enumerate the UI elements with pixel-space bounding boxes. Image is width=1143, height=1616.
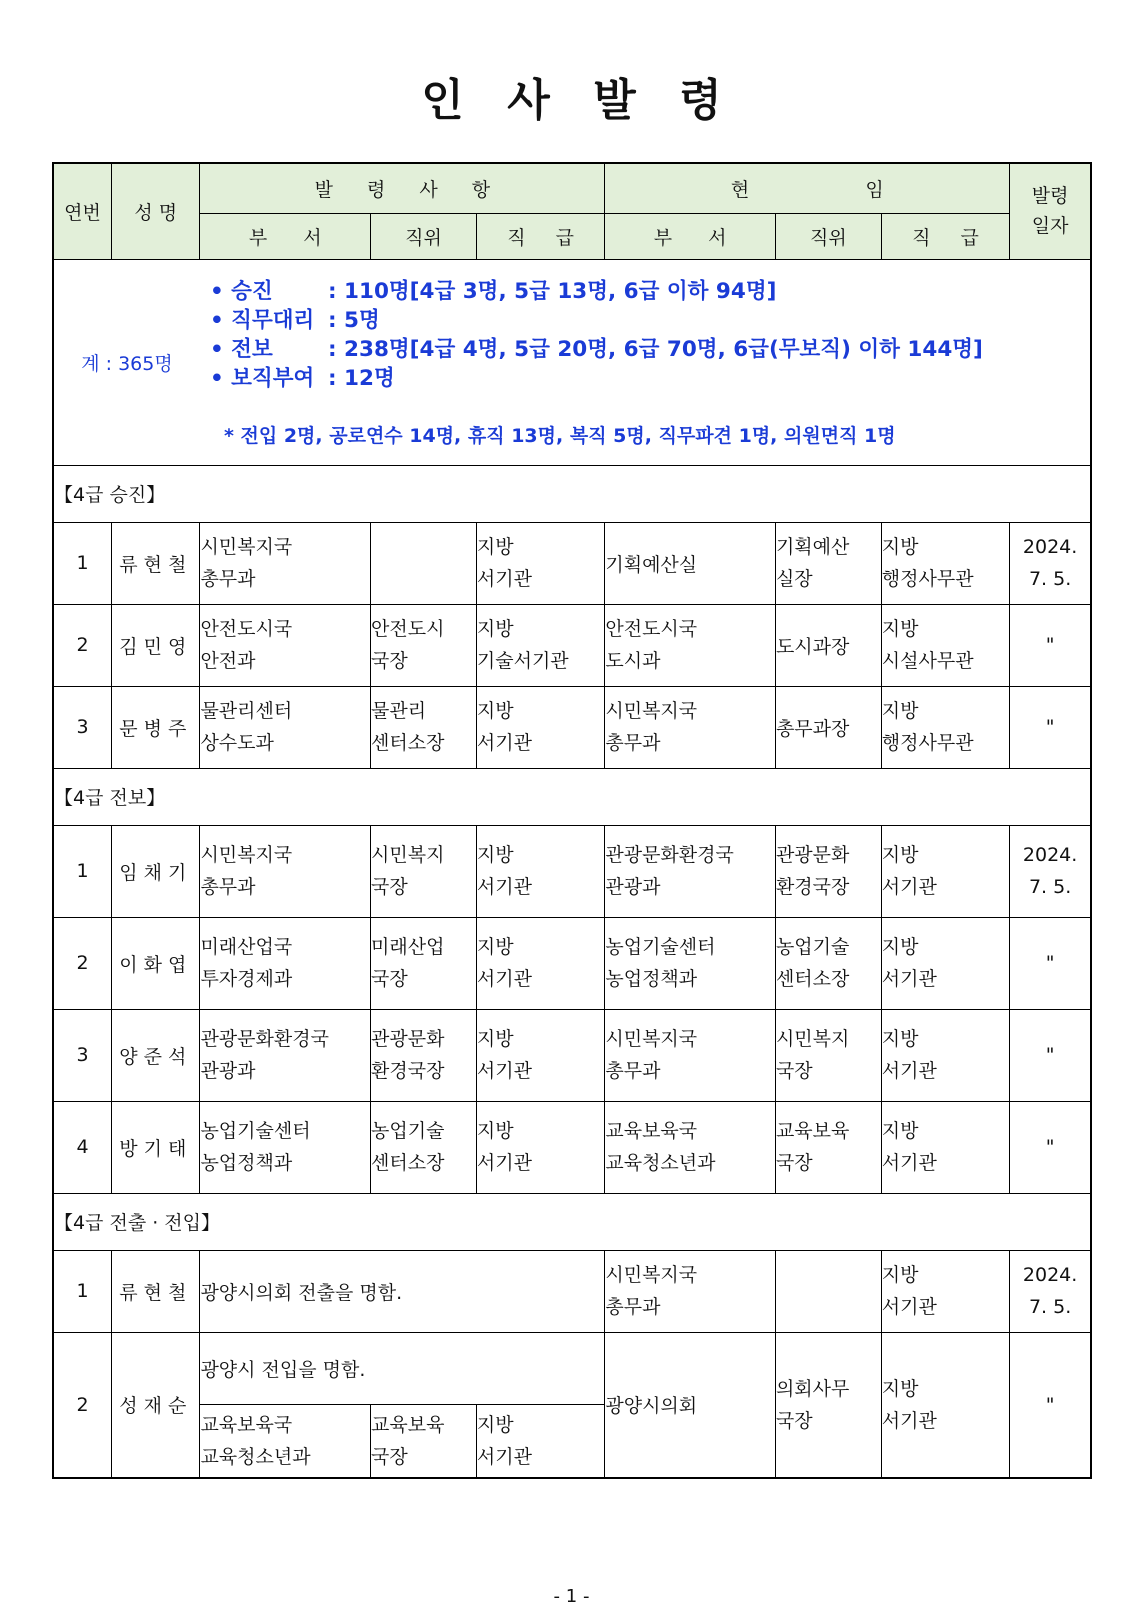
summary-key: • 보직부여 <box>209 365 315 391</box>
current-grade-line: 지방 <box>881 936 919 958</box>
order-date-line: 2024. <box>1022 844 1078 866</box>
current-dept-line: 시민복지국 <box>605 1028 698 1050</box>
new-grade-line: 서기관 <box>476 1060 532 1082</box>
header-date-line: 발령 <box>1031 185 1069 208</box>
person-name: 류현철 <box>112 1250 200 1332</box>
current-position <box>775 1250 881 1332</box>
new-dept-line: 농업기술센터 <box>200 1120 311 1142</box>
current-grade-line: 행정사무관 <box>881 568 974 590</box>
current-grade-line: 서기관 <box>881 1152 937 1174</box>
new-position-line: 국장 <box>371 876 408 898</box>
row-number: 1 <box>53 825 112 917</box>
summary-value: : 110명[4급 3명, 5급 13명, 6급 이하 94명] <box>327 278 777 304</box>
new-dept <box>200 686 371 768</box>
new-position <box>371 1101 477 1193</box>
new-dept-line: 미래산업국 <box>200 936 293 958</box>
current-position <box>775 825 881 917</box>
order-date-line: 2024. <box>1022 1264 1078 1286</box>
row-number: 2 <box>53 917 112 1009</box>
table-row <box>53 825 1091 917</box>
new-position <box>371 825 477 917</box>
current-position <box>775 1332 881 1478</box>
new-dept-line: 시민복지국 <box>200 536 293 558</box>
new-dept <box>200 1404 371 1478</box>
title-char: 인 <box>421 75 464 126</box>
section-title: 【4급 전보】 <box>53 768 1091 825</box>
order-date <box>1010 1009 1091 1101</box>
order-date-line: " <box>1045 634 1055 656</box>
current-position-line: 센터소장 <box>775 968 850 990</box>
new-dept-line: 물관리센터 <box>200 700 293 722</box>
current-position-line: 의회사무 <box>775 1377 850 1400</box>
new-position <box>371 604 477 686</box>
order-text: 광양시의회 전출을 명함. <box>200 1250 605 1332</box>
current-grade-line: 지방 <box>881 536 919 558</box>
new-dept <box>200 522 371 604</box>
new-grade-line: 서기관 <box>476 568 532 590</box>
current-grade-line: 지방 <box>881 1264 919 1286</box>
current-grade <box>881 917 1009 1009</box>
new-grade <box>476 1009 604 1101</box>
order-date <box>1010 604 1091 686</box>
current-position-line: 기획예산 <box>775 536 850 558</box>
summary-value: : 5명 <box>327 307 380 333</box>
summary-total: 계 : 365명 <box>53 259 200 465</box>
new-grade-line: 지방 <box>476 700 514 722</box>
current-dept <box>605 1009 776 1101</box>
new-position <box>371 686 477 768</box>
summary-note: * 전입 2명, 공로연수 14명, 휴직 13명, 복직 5명, 직무파견 1명, 의원면직 1명 <box>223 424 896 447</box>
row-number: 3 <box>53 1009 112 1101</box>
current-position-line: 농업기술 <box>775 936 850 958</box>
new-dept <box>200 1009 371 1101</box>
current-grade <box>881 1009 1009 1101</box>
current-dept-line: 농업정책과 <box>605 968 698 990</box>
new-dept-line: 관광문화환경국 <box>200 1028 329 1050</box>
current-dept-line: 총무과 <box>605 1060 661 1082</box>
current-dept-line: 시민복지국 <box>605 1264 698 1286</box>
current-position: 도시과장 <box>775 604 881 686</box>
current-grade-line: 서기관 <box>881 1409 937 1432</box>
current-position-line: 환경국장 <box>775 876 850 898</box>
header-cur-dept: 부 서 <box>605 213 776 259</box>
title-char: 령 <box>679 75 722 126</box>
current-grade-line: 지방 <box>881 844 919 866</box>
summary-line <box>200 335 1090 364</box>
summary-value: : 12명 <box>327 365 395 391</box>
table-row <box>53 1332 1091 1404</box>
new-grade-line: 지방 <box>476 844 514 866</box>
new-grade-line: 지방 <box>476 1028 514 1050</box>
new-position-line: 국장 <box>371 650 408 672</box>
summary-line <box>200 306 1090 335</box>
new-position-line: 관광문화 <box>371 1028 445 1050</box>
current-grade <box>881 1332 1009 1478</box>
new-dept <box>200 917 371 1009</box>
page-number: - 1 - <box>553 1586 590 1607</box>
current-position-line: 관광문화 <box>775 844 850 866</box>
order-date-line: 7. 5. <box>1028 1296 1072 1318</box>
table-row <box>53 1009 1091 1101</box>
header-new-grade: 직 급 <box>476 213 604 259</box>
new-position-line: 안전도시 <box>371 618 445 640</box>
person-name: 양준석 <box>112 1009 200 1101</box>
new-grade-line: 서기관 <box>476 876 532 898</box>
current-grade-line: 서기관 <box>881 968 937 990</box>
new-grade-line: 서기관 <box>476 1445 532 1468</box>
current-dept-line: 총무과 <box>605 732 661 754</box>
order-date <box>1010 1101 1091 1193</box>
new-position-line: 국장 <box>371 1445 408 1468</box>
current-grade-line: 지방 <box>881 1120 919 1142</box>
table-row <box>53 686 1091 768</box>
person-name: 방기태 <box>112 1101 200 1193</box>
current-position <box>775 1101 881 1193</box>
new-grade-line: 서기관 <box>476 732 532 754</box>
new-grade-line: 서기관 <box>476 968 532 990</box>
new-position-line: 센터소장 <box>371 1152 445 1174</box>
new-dept-line: 관광과 <box>200 1060 256 1082</box>
new-grade <box>476 604 604 686</box>
row-number: 3 <box>53 686 112 768</box>
summary-value: : 238명[4급 4명, 5급 20명, 6급 70명, 6급(무보직) 이하 144명] <box>327 336 983 362</box>
current-dept: 광양시의회 <box>605 1332 776 1478</box>
new-position-line: 미래산업 <box>371 936 445 958</box>
new-grade-line: 지방 <box>476 1413 514 1436</box>
current-grade-line: 지방 <box>881 1028 919 1050</box>
row-number: 2 <box>53 1332 112 1478</box>
current-grade <box>881 522 1009 604</box>
new-position-line: 센터소장 <box>371 732 445 754</box>
new-dept-line: 시민복지국 <box>200 844 293 866</box>
new-grade <box>476 522 604 604</box>
order-date-line: " <box>1045 716 1055 738</box>
order-date-line: " <box>1045 1136 1055 1158</box>
current-grade <box>881 1250 1009 1332</box>
new-dept <box>200 1101 371 1193</box>
row-number: 1 <box>53 1250 112 1332</box>
current-grade-line: 지방 <box>881 1377 919 1400</box>
order-date-line: 7. 5. <box>1028 568 1072 590</box>
new-position-line: 국장 <box>371 968 408 990</box>
header-new-dept: 부 서 <box>200 213 371 259</box>
new-dept-line: 상수도과 <box>200 732 274 754</box>
summary-key: • 승진 <box>209 278 273 304</box>
current-grade <box>881 825 1009 917</box>
new-dept <box>200 825 371 917</box>
new-dept-line: 총무과 <box>200 876 256 898</box>
current-grade <box>881 1101 1009 1193</box>
current-position-line: 교육보육 <box>775 1120 850 1142</box>
summary-details <box>200 259 1091 465</box>
header-cur-position: 직위 <box>775 213 881 259</box>
current-grade-line: 서기관 <box>881 1296 937 1318</box>
current-dept-line: 도시과 <box>605 650 661 672</box>
new-position-line: 농업기술 <box>371 1120 445 1142</box>
new-position-line: 환경국장 <box>371 1060 445 1082</box>
order-date <box>1010 522 1091 604</box>
header-name: 성 명 <box>112 163 200 259</box>
current-dept-line: 관광과 <box>605 876 661 898</box>
current-grade-line: 서기관 <box>881 876 937 898</box>
current-dept <box>605 604 776 686</box>
current-grade-line: 서기관 <box>881 1060 937 1082</box>
person-name: 이화엽 <box>112 917 200 1009</box>
current-position-line: 국장 <box>775 1409 813 1432</box>
order-date <box>1010 917 1091 1009</box>
current-position-line: 국장 <box>775 1060 813 1082</box>
title-char: 사 <box>507 75 550 126</box>
current-grade-line: 지방 <box>881 700 919 722</box>
current-position <box>775 522 881 604</box>
table-row <box>53 1101 1091 1193</box>
order-date-line: 7. 5. <box>1028 876 1072 898</box>
new-dept-line: 교육청소년과 <box>200 1445 311 1468</box>
current-dept <box>605 1250 776 1332</box>
person-name: 김민영 <box>112 604 200 686</box>
new-position-line: 교육보육 <box>371 1413 445 1436</box>
new-grade-line: 지방 <box>476 536 514 558</box>
order-date-line: " <box>1045 1044 1055 1066</box>
order-date-line: " <box>1045 952 1055 974</box>
table-row <box>53 1250 1091 1332</box>
new-position <box>371 1404 477 1478</box>
current-dept-line: 안전도시국 <box>605 618 698 640</box>
current-position <box>775 1009 881 1101</box>
new-grade <box>476 825 604 917</box>
row-number: 1 <box>53 522 112 604</box>
order-date <box>1010 825 1091 917</box>
new-grade-line: 서기관 <box>476 1152 532 1174</box>
current-dept-line: 교육청소년과 <box>605 1152 716 1174</box>
current-dept-line: 시민복지국 <box>605 700 698 722</box>
new-dept-line: 교육보육국 <box>200 1413 293 1436</box>
header-cur-grade: 직 급 <box>881 213 1009 259</box>
person-name: 성재순 <box>112 1332 200 1478</box>
page-title <box>0 64 1143 128</box>
new-grade <box>476 917 604 1009</box>
person-name: 류현철 <box>112 522 200 604</box>
current-grade-line: 시설사무관 <box>881 650 974 672</box>
new-position <box>371 917 477 1009</box>
current-grade-line: 지방 <box>881 618 919 640</box>
person-name: 문병주 <box>112 686 200 768</box>
header-date-line: 일자 <box>1031 215 1069 238</box>
current-dept: 기획예산실 <box>605 522 776 604</box>
current-grade <box>881 686 1009 768</box>
new-grade <box>476 1404 604 1478</box>
summary-row <box>53 259 1091 465</box>
summary-line <box>200 364 1090 393</box>
current-dept <box>605 917 776 1009</box>
new-dept-line: 농업정책과 <box>200 1152 293 1174</box>
current-grade-line: 행정사무관 <box>881 732 974 754</box>
order-text: 광양시 전입을 명함. <box>200 1332 605 1404</box>
section-title: 【4급 승진】 <box>53 465 1091 522</box>
current-position: 총무과장 <box>775 686 881 768</box>
summary-key: • 전보 <box>209 336 273 362</box>
new-position <box>371 1009 477 1101</box>
order-date <box>1010 686 1091 768</box>
order-date-line: 2024. <box>1022 536 1078 558</box>
current-position <box>775 917 881 1009</box>
new-position-line: 시민복지 <box>371 844 445 866</box>
order-date <box>1010 1332 1091 1478</box>
section-header-row <box>53 768 1091 825</box>
row-number: 4 <box>53 1101 112 1193</box>
summary-line <box>200 277 1090 306</box>
current-dept-line: 관광문화환경국 <box>605 844 734 866</box>
new-position <box>371 522 477 604</box>
new-position-line: 물관리 <box>371 700 427 722</box>
order-date <box>1010 1250 1091 1332</box>
current-position-line: 국장 <box>775 1152 813 1174</box>
header-date <box>1010 163 1091 259</box>
section-title: 【4급 전출 · 전입】 <box>53 1193 1091 1250</box>
current-dept <box>605 1101 776 1193</box>
current-dept <box>605 686 776 768</box>
person-name: 임채기 <box>112 825 200 917</box>
new-grade-line: 기술서기관 <box>476 650 569 672</box>
new-dept-line: 총무과 <box>200 568 256 590</box>
header-new-position: 직위 <box>371 213 477 259</box>
table-row <box>53 604 1091 686</box>
personnel-order-table <box>52 162 1092 1479</box>
current-dept-line: 총무과 <box>605 1296 661 1318</box>
section-header-row <box>53 1193 1091 1250</box>
current-grade <box>881 604 1009 686</box>
new-grade-line: 지방 <box>476 936 514 958</box>
title-char: 발 <box>593 75 636 126</box>
summary-key: • 직무대리 <box>209 307 315 333</box>
new-dept-line: 안전과 <box>200 650 256 672</box>
header-current-group: 현 임 <box>605 163 1010 213</box>
current-dept-line: 교육보육국 <box>605 1120 698 1142</box>
row-number: 2 <box>53 604 112 686</box>
current-dept <box>605 825 776 917</box>
order-date-line: " <box>1045 1393 1055 1416</box>
current-position-line: 실장 <box>775 568 813 590</box>
new-grade <box>476 1101 604 1193</box>
new-grade-line: 지방 <box>476 618 514 640</box>
new-dept-line: 투자경제과 <box>200 968 293 990</box>
header-no: 연번 <box>53 163 112 259</box>
new-grade <box>476 686 604 768</box>
current-dept-line: 농업기술센터 <box>605 936 716 958</box>
current-position-line: 시민복지 <box>775 1028 850 1050</box>
new-grade-line: 지방 <box>476 1120 514 1142</box>
new-dept-line: 안전도시국 <box>200 618 293 640</box>
table-row <box>53 917 1091 1009</box>
table-row <box>53 522 1091 604</box>
section-header-row <box>53 465 1091 522</box>
new-dept <box>200 604 371 686</box>
header-order-group: 발 령 사 항 <box>200 163 605 213</box>
